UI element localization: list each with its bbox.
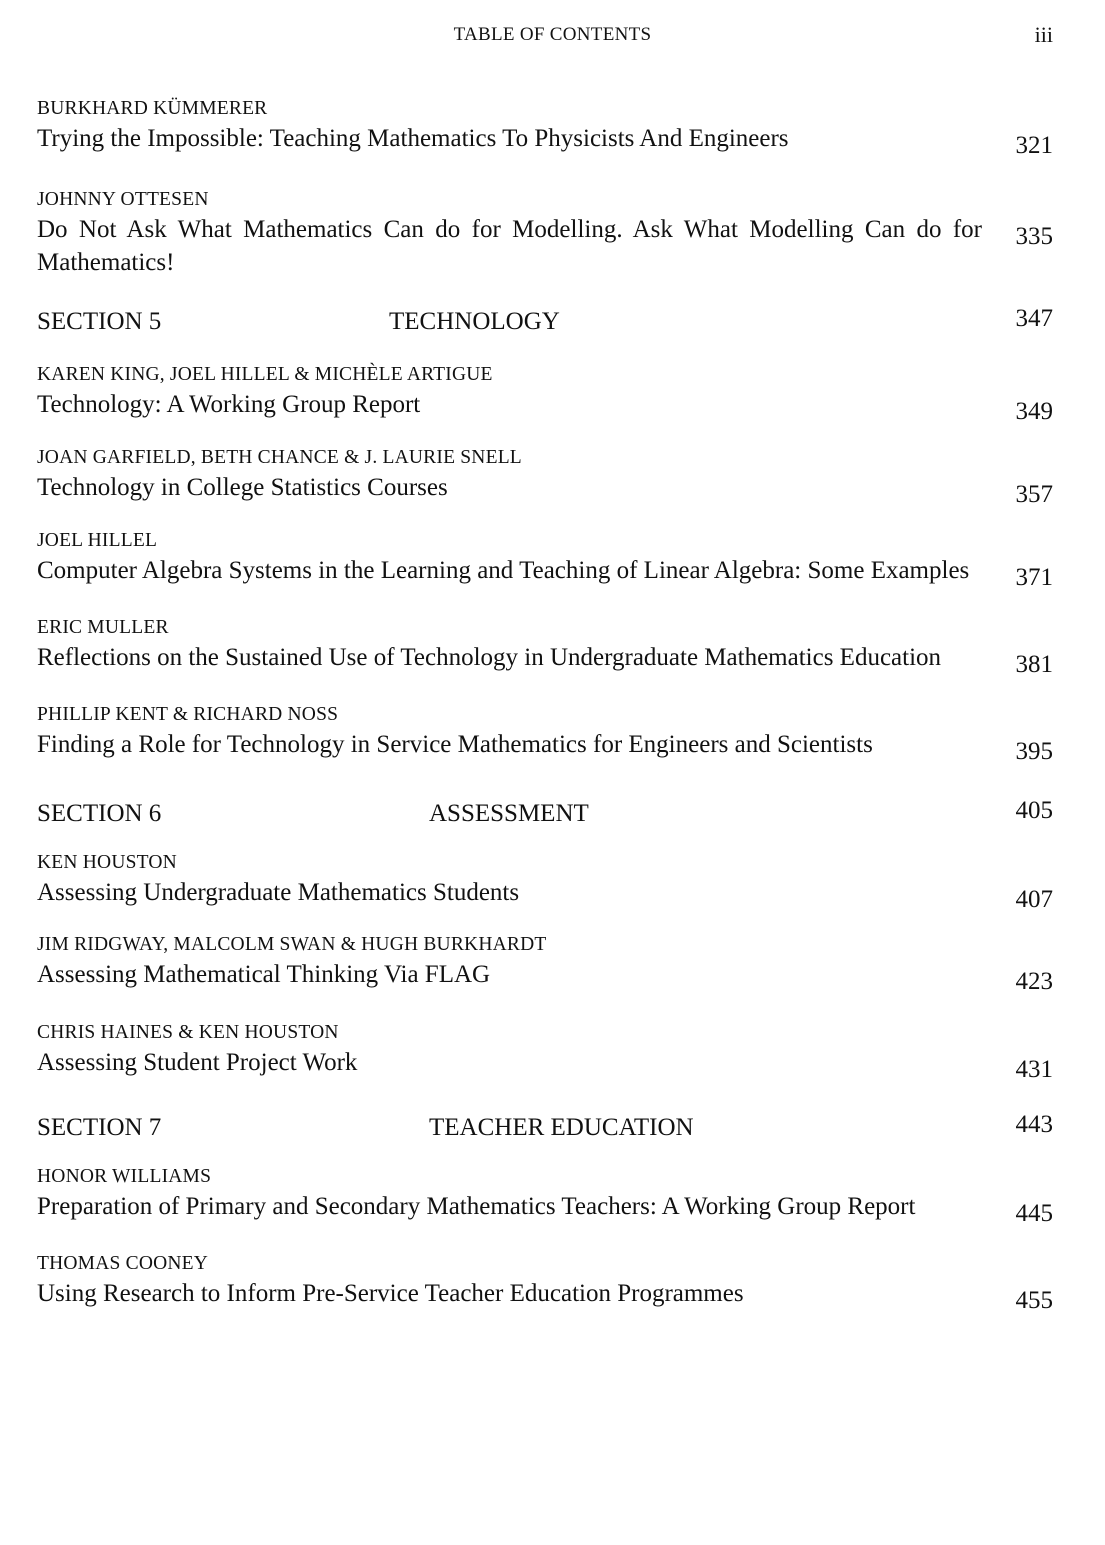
section-label: SECTION 7 [37, 1114, 162, 1141]
entry-page-number: 349 [1015, 398, 1053, 425]
section-name: TEACHER EDUCATION [429, 1114, 694, 1141]
toc-entry[interactable] [37, 528, 1053, 594]
entry-author: PHILLIP KENT & RICHARD NOSS [37, 704, 339, 725]
entry-author: BURKHARD KÜMMERER [37, 98, 268, 119]
section-name: ASSESSMENT [429, 800, 589, 827]
entry-author: JOHNNY OTTESEN [37, 189, 209, 210]
entry-title: Trying the Impossible: Teaching Mathematics To Physicists And Engineers [37, 125, 789, 152]
entry-page-number: 445 [1015, 1200, 1053, 1227]
entry-title: Reflections on the Sustained Use of Technology in Undergraduate Mathematics Education [37, 644, 942, 671]
table-of-contents [37, 96, 1053, 1317]
toc-entry[interactable] [37, 362, 1053, 428]
entry-page-number: 321 [1015, 132, 1053, 159]
entry-author: JOEL HILLEL [37, 530, 158, 551]
entry-page-number: 357 [1015, 481, 1053, 508]
toc-entry[interactable] [37, 1164, 1053, 1230]
section-label: SECTION 6 [37, 800, 162, 827]
entry-page-number: 407 [1015, 886, 1053, 913]
entry-title: Do Not Ask What Mathematics Can do for Modelling. Ask What Modelling Can do for Mathematics! [37, 216, 982, 276]
entry-title: Finding a Role for Technology in Service Mathematics for Engineers and Scientists [37, 731, 873, 758]
entry-title: Preparation of Primary and Secondary Mathematics Teachers: A Working Group Report [37, 1193, 916, 1220]
section-heading[interactable] [37, 1110, 1053, 1146]
entry-author: THOMAS COONEY [37, 1253, 209, 1274]
entry-author: ERIC MULLER [37, 617, 169, 638]
toc-entry[interactable] [37, 702, 1053, 768]
entry-page-number: 381 [1015, 651, 1053, 678]
page-header [0, 22, 1105, 50]
toc-entry[interactable] [37, 850, 1053, 916]
entry-title: Using Research to Inform Pre-Service Teacher Education Programmes [37, 1280, 744, 1307]
section-page-number: 405 [1015, 797, 1053, 824]
entry-page-number: 371 [1015, 564, 1053, 591]
entry-title: Technology: A Working Group Report [37, 391, 421, 418]
entry-page-number: 395 [1015, 738, 1053, 765]
toc-entry[interactable] [37, 1251, 1053, 1317]
section-heading[interactable] [37, 796, 1053, 832]
entry-author: HONOR WILLIAMS [37, 1166, 212, 1187]
section-page-number: 347 [1015, 305, 1053, 332]
section-label: SECTION 5 [37, 308, 162, 335]
toc-entry[interactable] [37, 1020, 1053, 1086]
page-number-roman: iii [1034, 22, 1053, 47]
entry-page-number: 423 [1015, 968, 1053, 995]
entry-page-number: 335 [1015, 223, 1053, 250]
entry-title: Assessing Mathematical Thinking Via FLAG [37, 961, 491, 988]
entry-title: Computer Algebra Systems in the Learning and Teaching of Linear Algebra: Some Examples [37, 557, 970, 584]
entry-page-number: 431 [1015, 1056, 1053, 1083]
toc-entry[interactable] [37, 445, 1053, 511]
entry-author: KAREN KING, JOEL HILLEL & MICHÈLE ARTIGUE [37, 364, 493, 385]
toc-entry[interactable] [37, 932, 1053, 998]
section-name: TECHNOLOGY [389, 308, 560, 335]
section-heading[interactable] [37, 304, 1053, 340]
entry-author: JIM RIDGWAY, MALCOLM SWAN & HUGH BURKHARDT [37, 934, 547, 955]
entry-author: CHRIS HAINES & KEN HOUSTON [37, 1022, 339, 1043]
entry-author: KEN HOUSTON [37, 852, 177, 873]
entry-author: JOAN GARFIELD, BETH CHANCE & J. LAURIE SNELL [37, 447, 522, 468]
toc-entry[interactable] [37, 96, 1053, 162]
entry-page-number: 455 [1015, 1287, 1053, 1314]
toc-entry[interactable] [37, 187, 1053, 279]
section-page-number: 443 [1015, 1111, 1053, 1138]
toc-entry[interactable] [37, 615, 1053, 681]
entry-title: Assessing Undergraduate Mathematics Students [37, 879, 520, 906]
running-head: TABLE OF CONTENTS [453, 24, 652, 45]
entry-title: Technology in College Statistics Courses [37, 474, 448, 501]
entry-title: Assessing Student Project Work [37, 1049, 358, 1076]
